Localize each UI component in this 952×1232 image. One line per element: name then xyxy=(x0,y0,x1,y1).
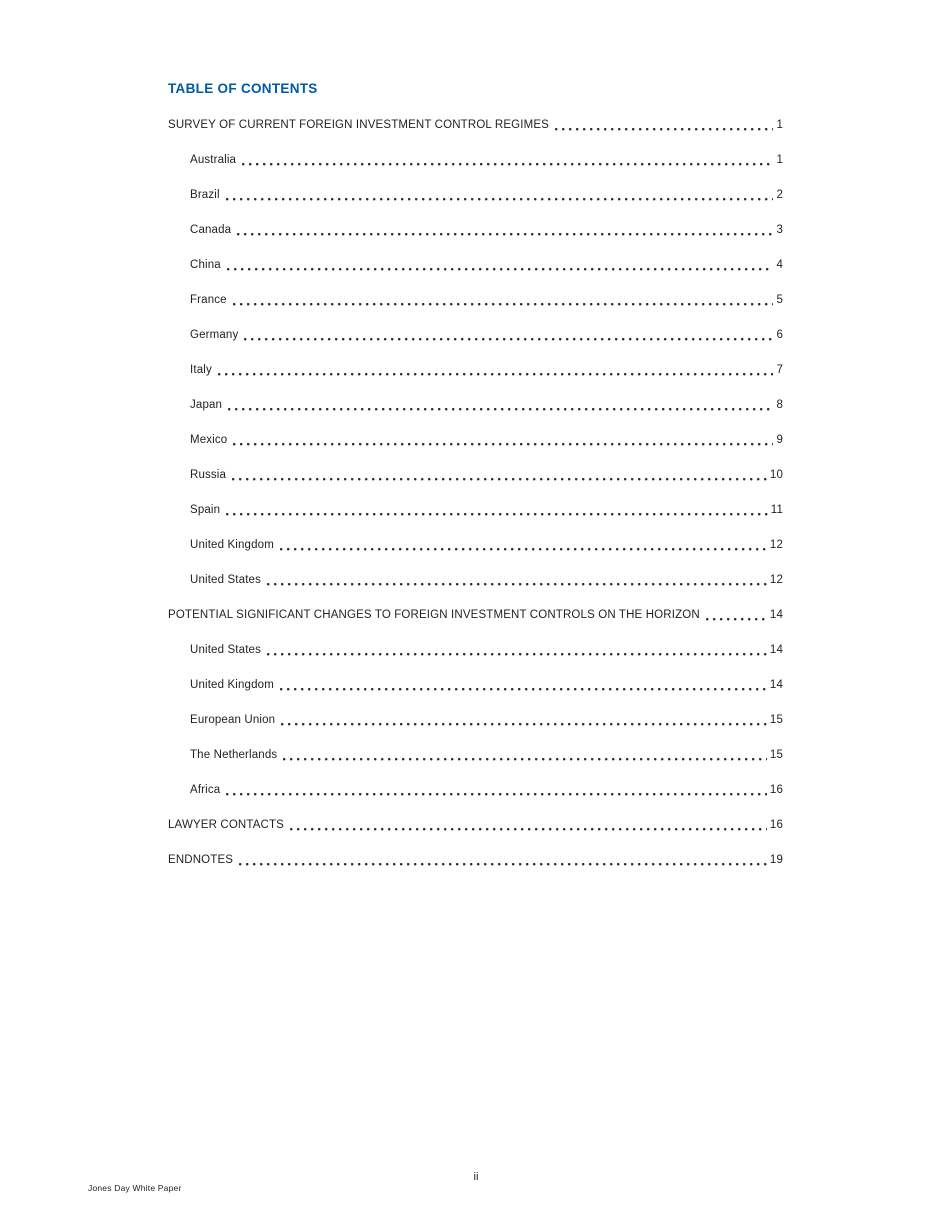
toc-entry-label: Russia xyxy=(190,468,227,481)
toc-entry-page: 6 xyxy=(776,328,783,341)
toc-entry-label: Mexico xyxy=(190,433,228,446)
dot-leader xyxy=(280,540,767,552)
toc-entry-label: Germany xyxy=(190,328,239,341)
toc-entry-page: 15 xyxy=(769,713,783,726)
toc-entry-label: LAWYER CONTACTS xyxy=(168,818,284,831)
toc-entry-page: 1 xyxy=(776,118,783,131)
toc-entry-page: 15 xyxy=(769,748,783,761)
toc-entry-label: Japan xyxy=(190,398,223,411)
toc-entry-label: United Kingdom xyxy=(190,538,274,551)
toc-entry-page: 1 xyxy=(776,153,783,166)
toc-entry-label: POTENTIAL SIGNIFICANT CHANGES TO FOREIGN INVESTMENT CONTROLS ON THE HORIZON xyxy=(168,608,700,621)
toc-entry-page: 2 xyxy=(776,188,783,201)
dot-leader xyxy=(227,260,774,272)
toc-entry-label: Italy xyxy=(190,363,212,376)
toc-entry[interactable] xyxy=(168,307,783,342)
toc-entry-page: 12 xyxy=(769,538,783,551)
toc-entry-page: 12 xyxy=(769,573,783,586)
toc-entry[interactable] xyxy=(168,342,783,377)
dot-leader xyxy=(232,470,767,482)
toc-entry-page: 8 xyxy=(776,398,783,411)
table-of-contents xyxy=(168,97,783,867)
toc-entry-page: 4 xyxy=(776,258,783,271)
toc-entry[interactable] xyxy=(168,167,783,202)
dot-leader xyxy=(233,435,773,447)
toc-entry[interactable] xyxy=(168,552,783,587)
toc-entry-page: 5 xyxy=(776,293,783,306)
dot-leader xyxy=(226,505,768,517)
toc-entry-label: Africa xyxy=(190,783,221,796)
toc-entry[interactable] xyxy=(168,412,783,447)
dot-leader xyxy=(283,750,767,762)
toc-entry-label: Canada xyxy=(190,223,232,236)
dot-leader xyxy=(290,820,767,832)
toc-entry[interactable] xyxy=(168,797,783,832)
toc-entry-page: 3 xyxy=(776,223,783,236)
toc-entry-label: Australia xyxy=(190,153,237,166)
toc-entry-label: Brazil xyxy=(190,188,220,201)
toc-entry-label: United Kingdom xyxy=(190,678,274,691)
dot-leader xyxy=(226,785,767,797)
toc-entry[interactable] xyxy=(168,832,783,867)
toc-entry[interactable] xyxy=(168,237,783,272)
toc-entry-page: 9 xyxy=(776,433,783,446)
toc-entry-page: 16 xyxy=(769,818,783,831)
toc-entry[interactable] xyxy=(168,587,783,622)
toc-entry[interactable] xyxy=(168,692,783,727)
toc-entry-page: 7 xyxy=(776,363,783,376)
toc-entry-page: 19 xyxy=(769,853,783,866)
toc-entry-label: ENDNOTES xyxy=(168,853,234,866)
toc-entry-page: 14 xyxy=(769,643,783,656)
toc-entry-label: United States xyxy=(190,573,261,586)
footer-document-label: Jones Day White Paper xyxy=(88,1183,182,1193)
toc-entry[interactable] xyxy=(168,132,783,167)
dot-leader xyxy=(281,715,767,727)
dot-leader xyxy=(280,680,767,692)
page-title: TABLE OF CONTENTS xyxy=(168,81,318,96)
toc-entry[interactable] xyxy=(168,622,783,657)
dot-leader xyxy=(218,365,774,377)
dot-leader xyxy=(233,295,774,307)
dot-leader xyxy=(244,330,773,342)
toc-entry[interactable] xyxy=(168,97,783,132)
toc-entry[interactable] xyxy=(168,517,783,552)
toc-entry-page: 14 xyxy=(769,678,783,691)
toc-entry[interactable] xyxy=(168,762,783,797)
dot-leader xyxy=(226,190,774,202)
toc-entry-page: 11 xyxy=(770,503,783,516)
dot-leader xyxy=(267,645,767,657)
toc-entry[interactable] xyxy=(168,272,783,307)
toc-entry-label: United States xyxy=(190,643,261,656)
dot-leader xyxy=(267,575,767,587)
toc-entry[interactable] xyxy=(168,377,783,412)
footer-page-number: ii xyxy=(473,1171,479,1183)
toc-entry-label: European Union xyxy=(190,713,276,726)
toc-entry[interactable] xyxy=(168,202,783,237)
dot-leader xyxy=(239,855,767,867)
dot-leader xyxy=(237,225,773,237)
toc-entry[interactable] xyxy=(168,657,783,692)
toc-entry-label: The Netherlands xyxy=(190,748,278,761)
dot-leader xyxy=(555,120,773,132)
toc-entry-label: China xyxy=(190,258,221,271)
toc-entry-label: Spain xyxy=(190,503,221,516)
toc-entry-label: SURVEY OF CURRENT FOREIGN INVESTMENT CONTROL REGIMES xyxy=(168,118,549,131)
toc-entry-page: 10 xyxy=(769,468,783,481)
toc-entry[interactable] xyxy=(168,482,783,517)
dot-leader xyxy=(228,400,773,412)
toc-entry-label: France xyxy=(190,293,227,306)
dot-leader xyxy=(706,610,767,622)
dot-leader xyxy=(242,155,773,167)
toc-entry[interactable] xyxy=(168,447,783,482)
toc-entry[interactable] xyxy=(168,727,783,762)
toc-entry-page: 16 xyxy=(769,783,783,796)
toc-entry-page: 14 xyxy=(769,608,783,621)
